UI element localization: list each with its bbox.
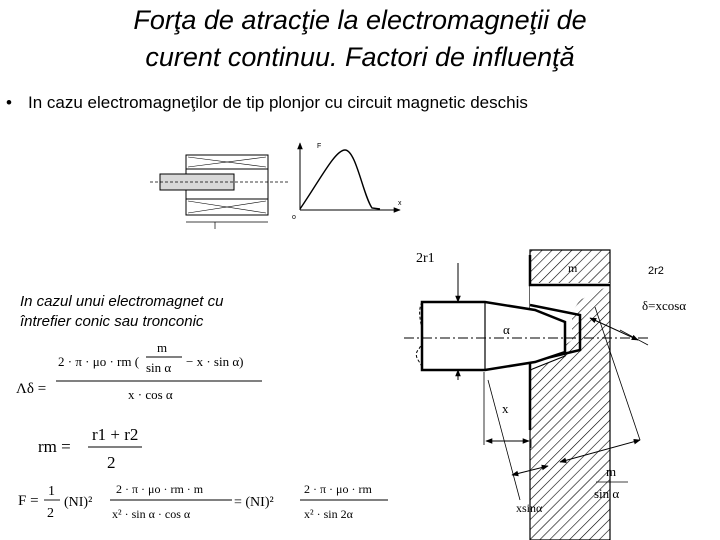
title-line-1: Forţa de atracţie la electromagneţii de — [133, 5, 587, 35]
force-frac3-num: 2 · π · μo · rm — [304, 482, 372, 496]
lambda-lhs: Λδ = — [16, 381, 47, 397]
note-line-1: In cazul unui electromagnet cu — [20, 293, 224, 310]
conic-electromagnet-diagram — [404, 250, 686, 540]
bullet-text: In cazu electromagneţilor de tip plonjor cu circuit magnetic deschis — [28, 93, 528, 112]
force-ni1: (NI)² — [64, 495, 93, 510]
label-xsin: xsinα — [516, 501, 543, 515]
label-alpha: α — [503, 322, 510, 337]
plot-x-label: x — [398, 200, 402, 207]
label-2r2: 2r2 — [648, 265, 664, 277]
force-curve-plot — [292, 143, 402, 221]
bullet-dot-icon: • — [6, 93, 12, 112]
lambda-num-suffix: − x · sin α) — [186, 354, 244, 369]
label-x: x — [502, 401, 509, 416]
formula-force — [18, 482, 388, 521]
lambda-num-frac-top: m — [157, 340, 168, 355]
rm-denominator: 2 — [107, 453, 116, 472]
formula-rm — [38, 425, 142, 472]
label-delta: δ=xcosα — [642, 298, 687, 313]
note-line-2: întrefier conic sau tronconic — [20, 313, 204, 330]
plunger-sketch — [150, 155, 290, 229]
force-frac1-den: 2 — [47, 506, 54, 521]
title-line-2: curent continuu. Factori de influenţă — [145, 42, 575, 72]
plunger-body — [422, 302, 565, 370]
force-frac1-num: 1 — [48, 484, 55, 499]
force-frac2-num: 2 · π · μo · rm · m — [116, 482, 204, 496]
rm-lhs: rm = — [38, 437, 71, 456]
plot-origin-label: o — [292, 214, 296, 221]
plot-y-label: F — [317, 143, 322, 150]
force-frac2-den: x² · sin α · cos α — [112, 507, 191, 521]
rm-numerator: r1 + r2 — [92, 425, 139, 444]
lambda-num-frac-bottom: sin α — [146, 360, 172, 375]
label-m-frac-den: sin α — [594, 486, 620, 501]
force-lhs: F = — [18, 493, 39, 509]
force-frac3-den: x² · sin 2α — [304, 507, 353, 521]
force-curve — [300, 150, 380, 209]
label-2r1: 2r1 — [416, 251, 435, 266]
label-m-frac-num: m — [606, 464, 617, 479]
force-eq: = (NI)² — [234, 495, 274, 510]
lambda-num-prefix: 2 · π · μo · rm ( — [58, 354, 140, 369]
lambda-denominator: x · cos α — [128, 387, 173, 402]
formula-lambda — [16, 340, 262, 402]
label-m-top: m — [568, 261, 578, 275]
